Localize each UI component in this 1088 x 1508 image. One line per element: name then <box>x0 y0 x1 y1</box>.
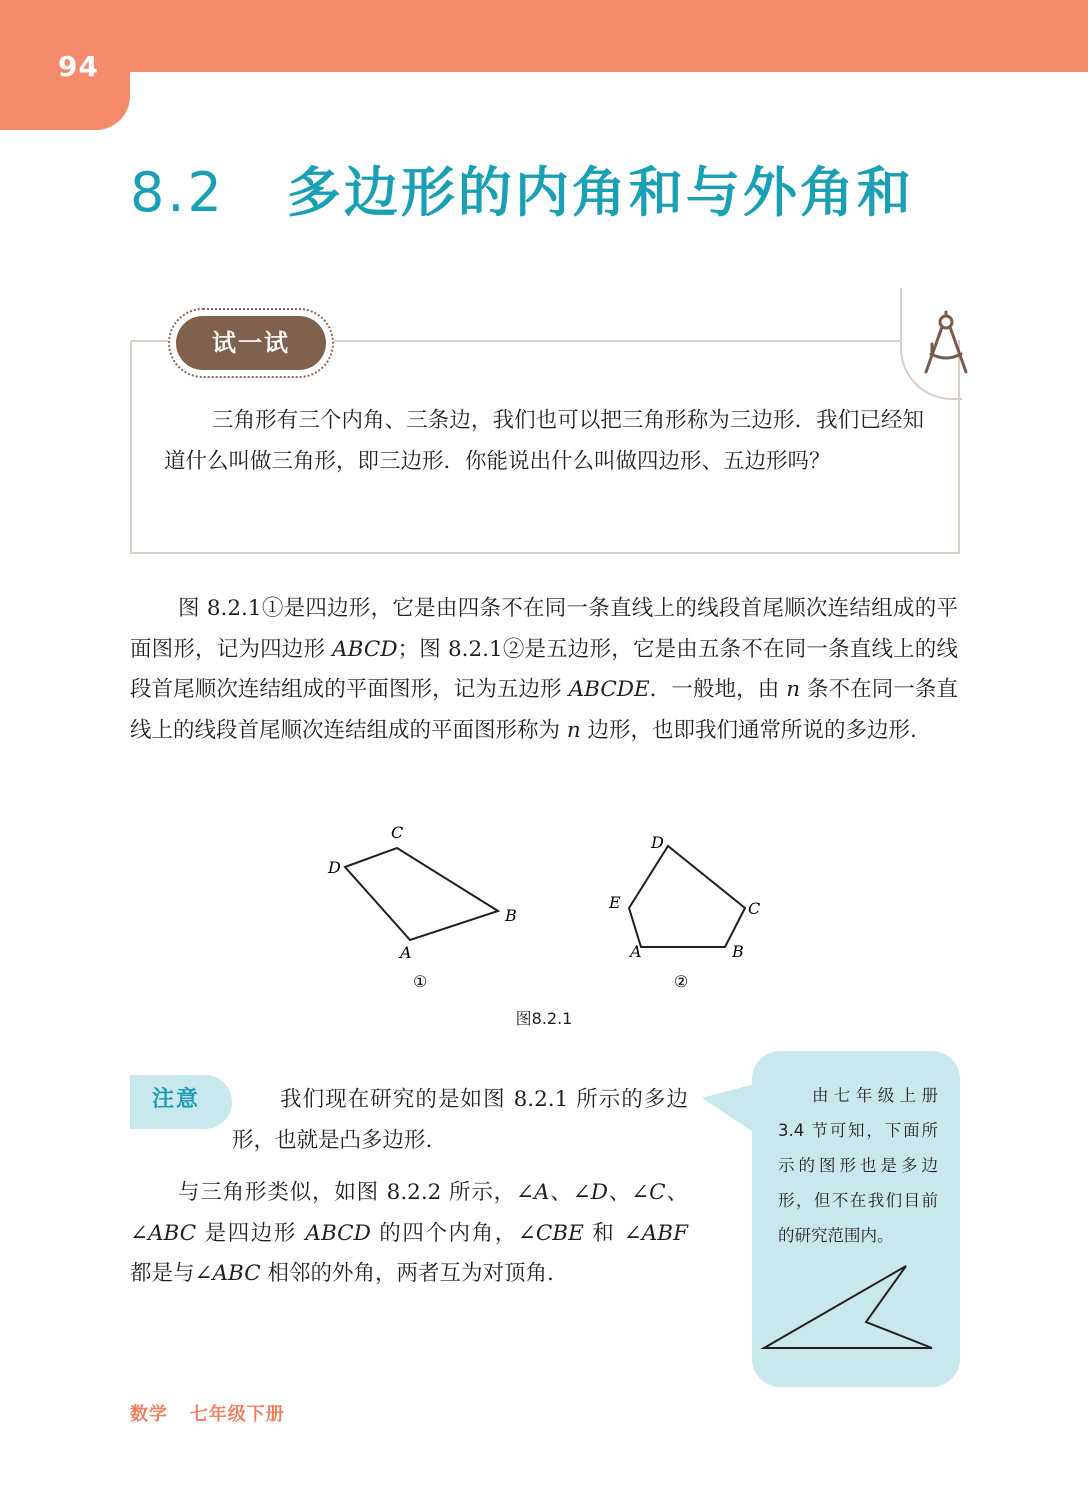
try-it-badge: 试一试 <box>176 316 326 370</box>
page-number: 94 <box>58 50 99 83</box>
pent-label-c: C <box>748 899 761 918</box>
sub-label-2: ② <box>674 972 689 991</box>
math-run: ∠CBE <box>517 1220 584 1246</box>
math-run: ABCD <box>305 1220 371 1246</box>
math-run: ∠A <box>516 1180 550 1205</box>
text-run: 边形，也即我们通常所说的多边形. <box>580 717 917 743</box>
figure-caption: 图8.2.1 <box>515 1009 573 1028</box>
text-run: 、 <box>665 1180 688 1205</box>
text-run: ；图 8.2.1②是五边形，它是由五条不在同一条直线上的线段首尾顺次连结组成的平面图形，记为五边形 <box>130 636 958 702</box>
math-run: ∠ABF <box>623 1220 689 1246</box>
footer-book-title <box>130 1400 285 1426</box>
note-tag: 注意 <box>130 1075 232 1129</box>
section-title-text: 多边形的内角和与外角和 <box>286 161 914 224</box>
header-band <box>0 0 1088 72</box>
math-run: n <box>566 717 581 743</box>
footer-subject: 数学 <box>130 1404 168 1425</box>
math-run: ∠ABC <box>194 1261 261 1286</box>
pent-label-a: A <box>630 942 642 961</box>
text-run: ．一般地，由 <box>649 677 787 702</box>
text-run: 条不在同一条直线上的线段首尾顺次连结组成的平面图形称为 <box>130 677 958 743</box>
pent-label-b: B <box>732 942 744 961</box>
text-run: 与三角形类似，如图 8.2.2 所示， <box>178 1180 517 1205</box>
compass-icon <box>918 310 974 378</box>
pentagon-abcde <box>629 846 745 947</box>
text-run: 相邻的外角，两者互为对顶角. <box>260 1261 554 1286</box>
text-run: 图 8.2.1①是四边形，它是由四条不在同一条直线上的线段首尾顺次连结组成的平面图形，记为四边形 <box>130 596 958 662</box>
section-title <box>130 150 914 230</box>
quad-label-c: C <box>391 823 404 842</box>
text-run: 和 <box>583 1220 624 1246</box>
pent-label-e: E <box>609 893 621 912</box>
side-note-text: 由七年级上册 3.4 节可知，下面所示的图形也是多边形，但不在我们目前的研究范围内。 <box>778 1086 938 1245</box>
angles-paragraph <box>130 1173 688 1295</box>
text-run: 、 <box>608 1180 632 1205</box>
note-text: 我们现在研究的是如图 8.2.1 所示的多边形，也就是凸多边形. <box>232 1087 688 1153</box>
pent-label-d: D <box>651 833 664 852</box>
main-paragraph <box>130 589 958 751</box>
quad-label-a: A <box>400 943 412 962</box>
section-number: 8.2 <box>130 161 225 224</box>
math-run: n <box>786 677 801 702</box>
quadrilateral-abcd <box>345 848 498 940</box>
text-run: 都是与 <box>130 1261 195 1286</box>
text-run: 是四边形 <box>196 1220 306 1246</box>
quad-label-d: D <box>328 858 341 877</box>
math-run: ABCDE <box>568 677 650 702</box>
text-run: 的四个内角， <box>370 1220 518 1246</box>
text-run: 、 <box>549 1180 573 1205</box>
footer-grade: 七年级下册 <box>189 1404 285 1425</box>
math-run: ∠D <box>572 1180 608 1205</box>
quad-label-b: B <box>505 906 517 925</box>
math-run: ∠ABC <box>130 1220 197 1246</box>
sub-label-1: ① <box>413 972 428 991</box>
math-run: ABCD <box>332 636 398 662</box>
math-run: ∠C <box>631 1180 666 1205</box>
try-it-text: 三角形有三个内角、三条边，我们也可以把三角形称为三边形．我们已经知道什么叫做三角形，即三边形．你能说出什么叫做四边形、五边形吗？ <box>164 408 924 474</box>
concave-polygon-figure <box>752 1262 960 1362</box>
